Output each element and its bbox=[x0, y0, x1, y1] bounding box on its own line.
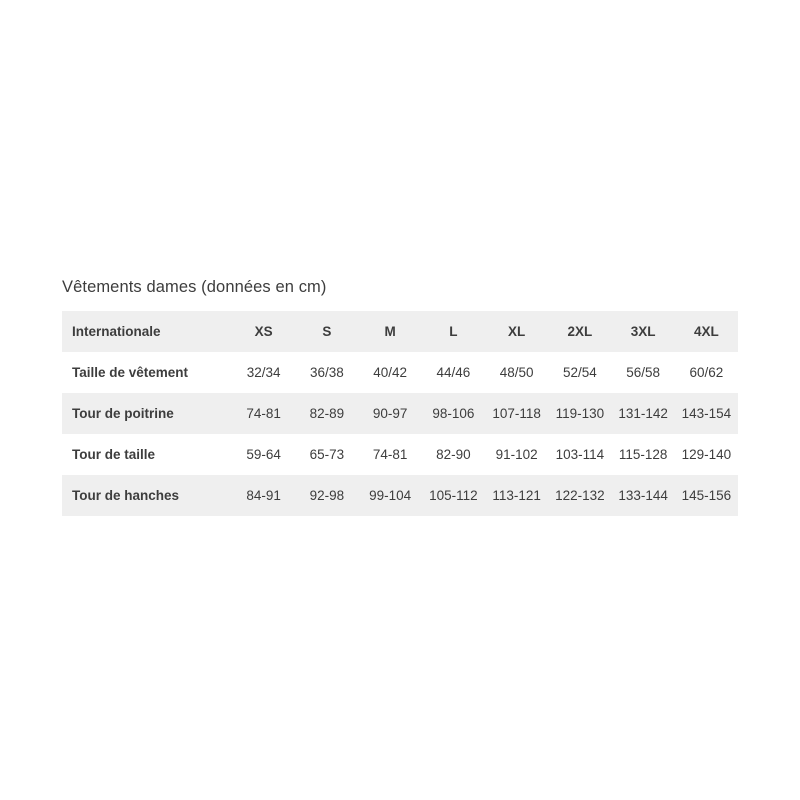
table-cell: 143-154 bbox=[681, 406, 732, 421]
table-cell: 131-142 bbox=[618, 406, 668, 421]
row-label-tour-de-poitrine: Tour de poitrine bbox=[72, 406, 174, 421]
table-row bbox=[62, 434, 738, 475]
table-cell: 107-118 bbox=[492, 406, 541, 421]
table-cell: 56/58 bbox=[626, 365, 661, 380]
table-cell: 82-89 bbox=[309, 406, 345, 421]
table-cell: 133-144 bbox=[618, 488, 668, 503]
size-chart bbox=[62, 278, 738, 516]
table-cell: 145-156 bbox=[681, 488, 732, 503]
table-row bbox=[62, 352, 738, 393]
table-cell: 98-106 bbox=[432, 406, 475, 421]
table-cell: 129-140 bbox=[681, 447, 732, 462]
table-row bbox=[62, 393, 738, 434]
table-cell: 82-90 bbox=[436, 447, 471, 462]
table-cell: 92-98 bbox=[309, 488, 345, 503]
row-label-taille-de-vetement: Taille de vêtement bbox=[72, 365, 189, 380]
column-header-xl: XL bbox=[507, 324, 526, 339]
table-cell: 74-81 bbox=[246, 406, 281, 421]
row-label-tour-de-hanches: Tour de hanches bbox=[72, 488, 180, 503]
table-header-row bbox=[62, 311, 738, 352]
table-cell: 84-91 bbox=[246, 488, 281, 503]
column-header-m: M bbox=[384, 324, 396, 339]
column-header-4xl: 4XL bbox=[693, 324, 719, 339]
table-cell: 119-130 bbox=[555, 406, 605, 421]
table-cell: 36/38 bbox=[309, 365, 344, 380]
table-cell: 40/42 bbox=[373, 365, 408, 380]
table-cell: 105-112 bbox=[429, 488, 478, 503]
table-cell: 115-128 bbox=[618, 447, 668, 462]
table-cell: 32/34 bbox=[246, 365, 281, 380]
size-table bbox=[62, 311, 738, 516]
table-cell: 52/54 bbox=[562, 365, 597, 380]
table-cell: 113-121 bbox=[492, 488, 541, 503]
table-cell: 65-73 bbox=[309, 447, 345, 462]
column-header-3xl: 3XL bbox=[630, 324, 656, 339]
chart-title: Vêtements dames (données en cm) bbox=[62, 278, 327, 296]
table-cell: 91-102 bbox=[495, 447, 538, 462]
column-header-internationale: Internationale bbox=[72, 324, 161, 339]
table-cell: 103-114 bbox=[555, 447, 605, 462]
table-cell: 60/62 bbox=[689, 365, 724, 380]
table-cell: 90-97 bbox=[372, 406, 408, 421]
table-cell: 59-64 bbox=[246, 447, 281, 462]
column-header-2xl: 2XL bbox=[567, 324, 593, 339]
table-cell: 48/50 bbox=[499, 365, 534, 380]
table-cell: 44/46 bbox=[436, 365, 471, 380]
column-header-l: L bbox=[449, 324, 458, 339]
table-row bbox=[62, 475, 738, 516]
table-cell: 74-81 bbox=[372, 447, 408, 462]
row-label-tour-de-taille: Tour de taille bbox=[72, 447, 156, 462]
column-header-s: S bbox=[322, 324, 332, 339]
table-cell: 122-132 bbox=[555, 488, 605, 503]
table-cell: 99-104 bbox=[369, 488, 412, 503]
column-header-xs: XS bbox=[254, 324, 273, 339]
